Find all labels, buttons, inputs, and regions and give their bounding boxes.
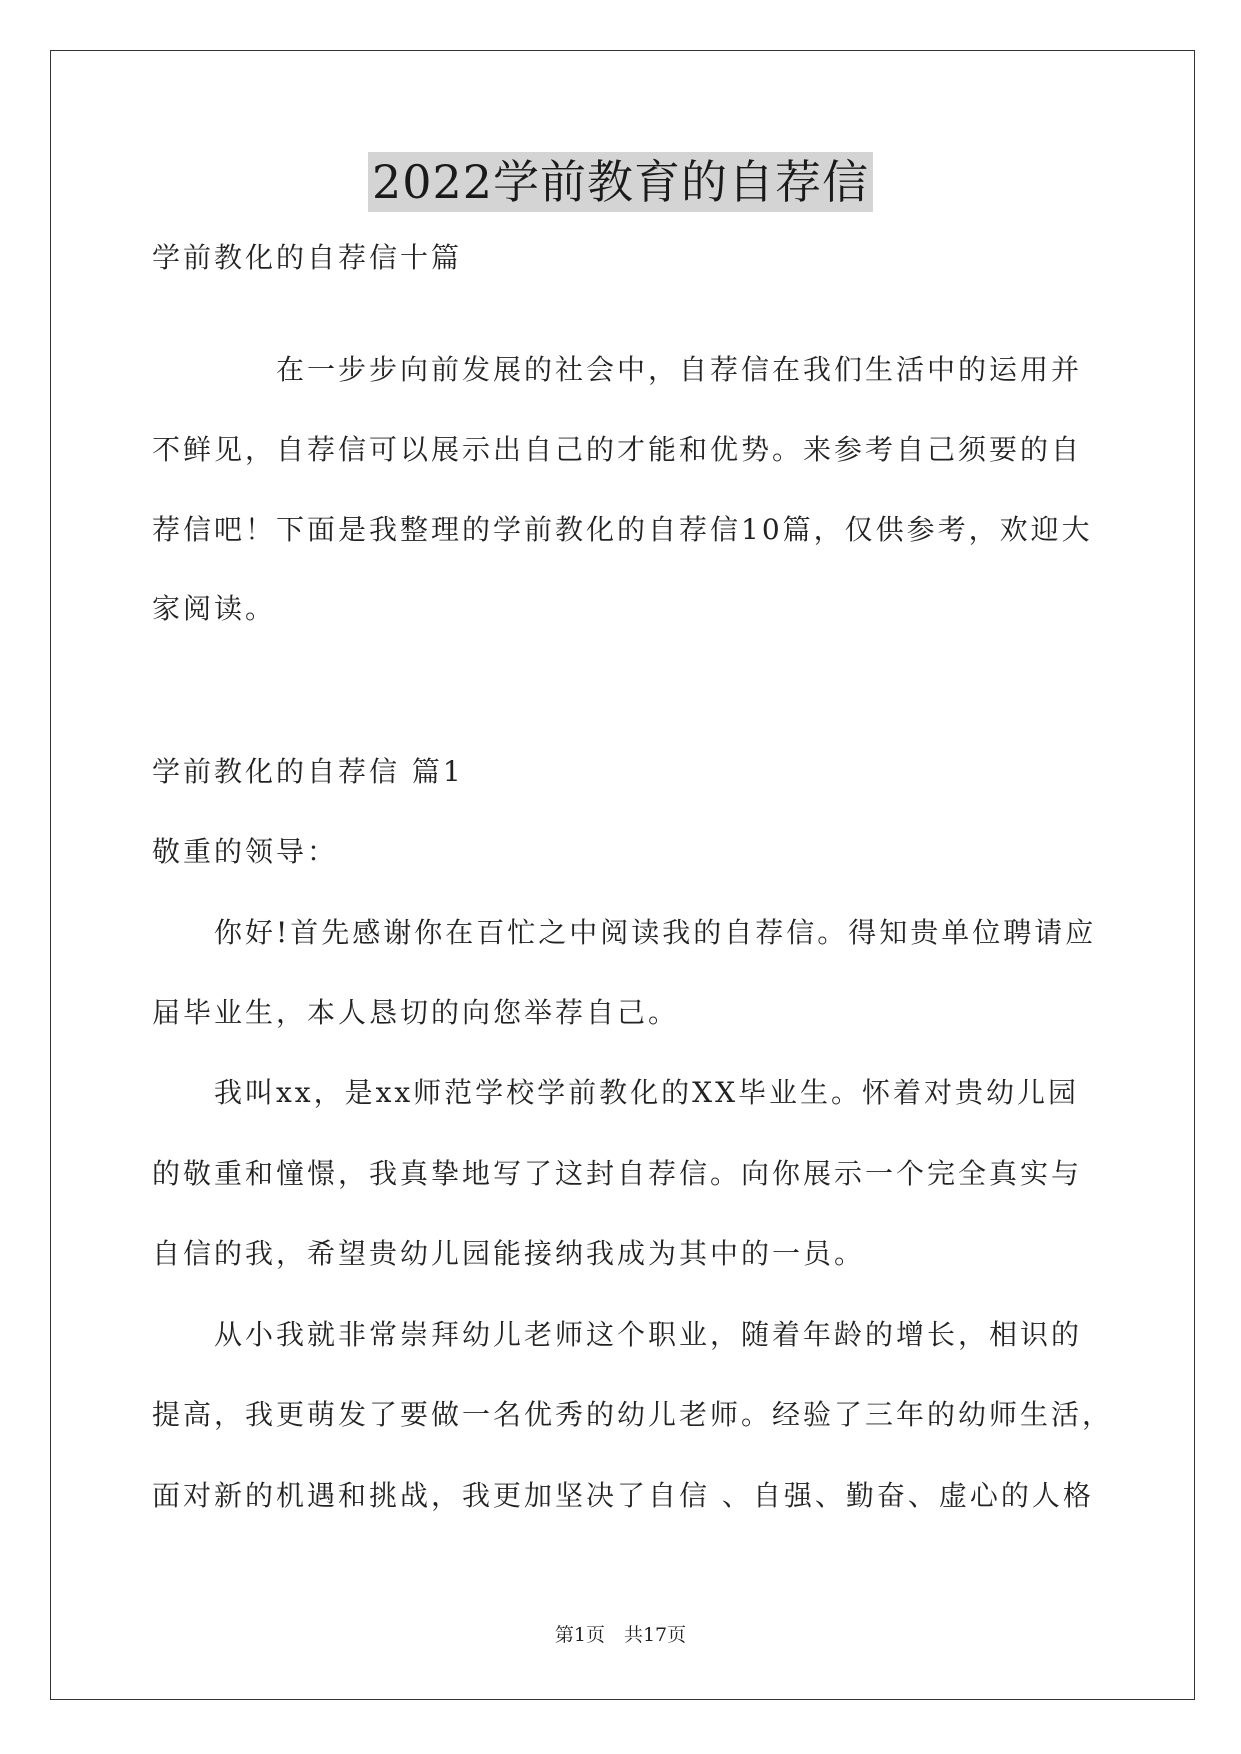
section-heading: 学前教化的自荐信 篇1 — [152, 755, 464, 788]
paragraph-line: 的敬重和憧憬，我真挚地写了这封自荐信。向你展示一个完全真实与 — [152, 1157, 1083, 1190]
paragraph-line: 你好!首先感谢你在百忙之中阅读我的自荐信。得知贵单位聘请应 — [152, 916, 1097, 949]
paragraph-line: 家阅读。 — [152, 592, 277, 625]
page-footer: 第1页 共17页 — [554, 1624, 687, 1646]
paragraph-line: 在一步步向前发展的社会中，自荐信在我们生活中的运用并 — [152, 353, 1083, 386]
paragraph-line: 届毕业生，本人恳切的向您举荐自己。 — [152, 996, 680, 1029]
paragraph-line: 提高，我更萌发了要做一名优秀的幼儿老师。经验了三年的幼师生活， — [152, 1398, 1114, 1431]
paragraph-line: 自信的我，希望贵幼儿园能接纳我成为其中的一员。 — [152, 1237, 866, 1270]
title-container — [0, 152, 1241, 212]
paragraph-line: 从小我就非常崇拜幼儿老师这个职业，随着年龄的增长，相识的 — [152, 1318, 1083, 1351]
paragraph-line: 不鲜见，自荐信可以展示出自己的才能和优势。来参考自己须要的自 — [152, 433, 1083, 466]
page-border — [50, 50, 1195, 1700]
salutation: 敬重的领导： — [152, 835, 339, 868]
paragraph-line: 面对新的机遇和挑战，我更加坚决了自信 、自强、勤奋、虚心的人格 — [152, 1479, 1094, 1512]
subtitle-line: 学前教化的自荐信十篇 — [152, 241, 463, 274]
paragraph-line: 荐信吧！下面是我整理的学前教化的自荐信10篇，仅供参考，欢迎大 — [152, 513, 1093, 546]
document-title: 2022学前教育的自荐信 — [368, 152, 873, 212]
paragraph-line: 我叫xx，是xx师范学校学前教化的XX毕业生。怀着对贵幼儿园 — [152, 1076, 1080, 1109]
